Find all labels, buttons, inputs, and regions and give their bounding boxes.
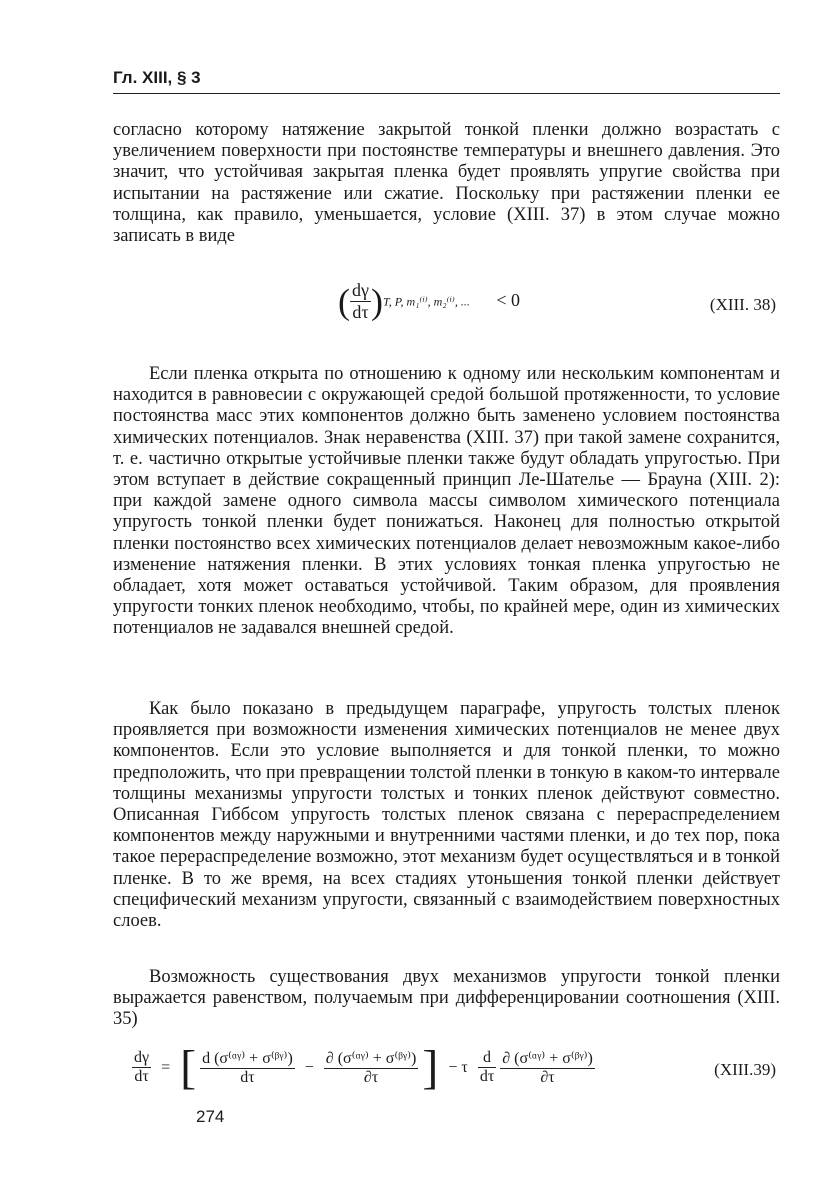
term4-denominator: ∂τ xyxy=(540,1069,555,1086)
lhs-fraction xyxy=(132,1049,151,1086)
equation-number-38: (XIII. 38) xyxy=(709,295,776,314)
equation-subscript: T, P, m₁⁽ⁱ⁾, m₂⁽ⁱ⁾, ... xyxy=(382,294,470,309)
lhs-numerator: dγ xyxy=(134,1049,150,1066)
right-paren: ) xyxy=(370,281,383,322)
term2-denominator: ∂τ xyxy=(363,1069,379,1086)
equation-relation: < 0 xyxy=(496,289,520,310)
equation-xiii-38 xyxy=(338,280,520,323)
header-rule xyxy=(113,93,780,94)
equation-xiii-39 xyxy=(132,1040,595,1095)
term2-fraction xyxy=(324,1048,419,1087)
lhs-denominator: dτ xyxy=(134,1068,149,1085)
derivative-fraction xyxy=(350,280,371,323)
paragraph-2: Если пленка открыта по отношению к одному или нескольким компонентам и находится в равновесии с окружающей средой большой протяженности, то условие постоянства масс этих компонентов должно быть заменено условием постоянства химических потенциалов. Знак неравенства (XIII. 37) при такой замене сохранится, т. е. частично открытые устойчивые пленки также будут обладать упругостью. При этом вступает в действие сокращенный принцип Ле-Шателье — Брауна (XIII. 2): при каждой замене одного символа массы символом химического потенциала упругость тонкой пленки будет понижаться. Наконец для полностью открытой пленки постоянство всех химических потенциалов делает невозможным какое-либо изменение натяжения пленки. В этих условиях тонкая пленка упругостью не обладает, хотя может оставаться устойчивой. Таким образом, для проявления упругости тонких пленок необходимо, чтобы, по крайней мере, один из химических потенциалов не задавался внешней средой. xyxy=(113,364,780,639)
term3-fraction xyxy=(478,1049,496,1086)
term4-fraction xyxy=(500,1048,595,1087)
paragraph-1: согласно которому натяжение закрытой тонкой пленки должно возрастать с увеличением поверхности при постоянстве температуры и внешнего давления. Это значит, что устойчивая закрытая пленка будет проявлять упругие свойства при испытании на растяжение или сжатие. Поскольку при растяжении пленки ее толщина, как правило, уменьшается, условие (XIII. 37) в этом случае можно записать в виде xyxy=(113,120,780,247)
term3-denominator: dτ xyxy=(479,1068,495,1085)
minus-tau: − τ xyxy=(448,1058,468,1076)
fraction-numerator: dγ xyxy=(352,280,369,300)
term3-numerator: d xyxy=(478,1049,496,1068)
left-bracket: [ xyxy=(180,1041,197,1094)
term4-numerator: ∂ (σ⁽ᵅᵞ⁾ + σ⁽ᵝᵞ⁾) xyxy=(502,1050,593,1067)
chapter-header: Гл. XIII, § 3 xyxy=(113,68,201,87)
fraction-denominator: dτ xyxy=(352,302,369,322)
left-paren: ( xyxy=(338,281,350,322)
equation-number-39: (XIII.39) xyxy=(714,1060,776,1079)
term2-numerator: ∂ (σ⁽ᵅᵞ⁾ + σ⁽ᵝᵞ⁾) xyxy=(325,1050,417,1067)
term1-numerator: d (σ⁽ᵅᵞ⁾ + σ⁽ᵝᵞ⁾) xyxy=(202,1050,293,1067)
term1-fraction xyxy=(200,1048,295,1087)
minus-sign: − xyxy=(304,1058,314,1076)
right-bracket: ] xyxy=(422,1041,439,1094)
term1-denominator: dτ xyxy=(240,1069,255,1086)
paragraph-4: Возможность существования двух механизмов упругости тонкой пленки выражается равенством, получаемым при дифференцировании соотношения (XIII. 35) xyxy=(113,967,780,1030)
equals-sign: = xyxy=(161,1058,171,1076)
paragraph-3: Как было показано в предыдущем параграфе, упругость толстых пленок проявляется при возможности изменения химических потенциалов не менее двух компонентов. Если это условие выполняется и для тонкой пленки, то можно предположить, что при превращении толстой пленки в тонкую в каком-то интервале толщины механизмы упругости толстых и тонких пленок действуют совместно. Описанная Гиббсом упругость толстых пленок связана с перераспределением компонентов между наружными и внутренними частями пленки, и до тех пор, пока такое перераспределение возможно, этот механизм будет осуществляться и в тонкой пленке. В то же время, на всех стадиях утоньшения тонкой пленки действует специфический механизм упругости, связанный с взаимодействием поверхностных слоев. xyxy=(113,699,780,932)
page-number: 274 xyxy=(196,1107,225,1126)
